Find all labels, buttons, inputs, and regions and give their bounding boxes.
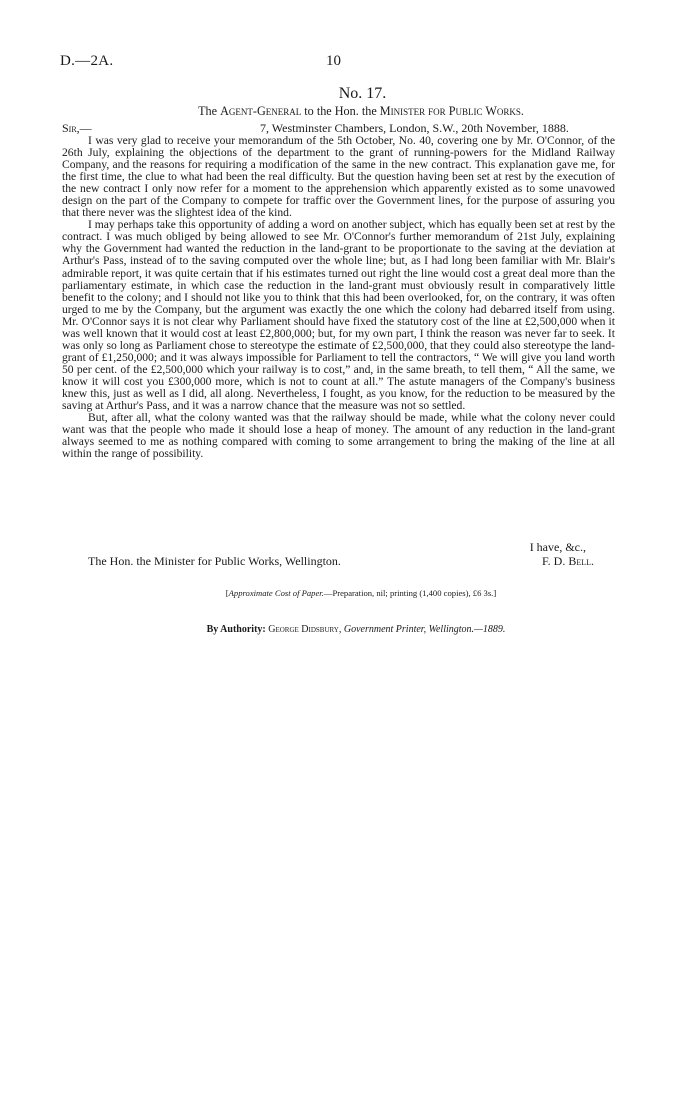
title-prefix: The [198,104,221,118]
paragraph: But, after all, what the colony wanted was that the railway should be made, while what the colony never could want was that the people who made it should lose a heap of money. The amount of any reduction in the land-grant always seemed to me as nothing compared with coming to some arrangement to bring the making of the line at all within the range of possibility. [62,411,615,461]
addressee: The Hon. the Minister for Public Works, Wellington. [88,554,341,568]
printer-rest: , Government Printer, Wellington.—1889. [338,624,506,635]
title-recipient: Minister for Public Works. [379,104,524,118]
letter-number: No. 17. [338,85,387,102]
signature: F. D. Bell. [541,554,594,568]
title-sender: Agent-General [220,104,302,118]
letter-body [62,135,615,460]
title-mid: to the Hon. the [301,104,380,118]
cost-detail: —Preparation, nil; printing (1,400 copies), £6 3s. [323,588,494,598]
printer-name: George Didsbury [268,624,339,635]
printer-authority [0,624,700,635]
salutation: Sir,— [62,121,92,135]
paragraph: I may perhaps take this opportunity of adding a word on another subject, which has equally been set at rest by the contract. I was much obliged by being allowed to see Mr. O'Connor's further memorandum of 21st July, explaining why the Government had wanted the reduction in the land-grant to be proportionate to the saving at the deviation at Arthur's Pass, instead of to the saving computed over the whole line; but, as I had long been familiar with Mr. Blair's admirable report, it was quite certain that if his estimates turned out right the line would cost a great deal more than the parliamentary estimate, in which case the reduction in the land-grant must obviously result in comparatively little benefit to the colony; and I should not like you to think that this had been overlooked, for, on the contrary, it was often urged to me by the Company, but the argument was exactly the one which the colony had debarred itself from using. Mr. O'Connor says it is not clear why Parliament should have fixed the statutory cost of the line at £2,500,000 when it was well known that it would cost at least £2,800,000; but, for my own part, I think the reason was never far to seek. It was only so long as Parliament chose to stereotype the estimate of £2,500,000, that they could also stereotype the land-grant of £1,250,000; and it was always impossible for Parliament to tell the contractors, “ We will give you land worth 50 per cent. of the £2,500,000 which your railway is to cost,” and, in the same breath, to tell them, “ All the same, we know it will cost you £300,000 more, which is not to count at all.” The astute managers of the Company's business knew this, just as well as I did, all along. Nevertheless, I fought, as you know, for the reduction to be measured by the saving at Arthur's Pass, and it was a narrow chance that the measure was not so settled. [62,218,615,413]
authority-label: By Authority: [206,624,266,635]
cost-label: Approximate Cost of Paper. [228,588,324,598]
paragraph: I was very glad to receive your memorandum of the 5th October, No. 40, covering one by Mr. O'Connor, of the 26th July, explaining the objections of the department to the grant of running-powers for the Midland Railway Company, and the reasons for requiring a modification of the same in the new contract. This explanation gave me, for the first time, the clue to what had been the real difficulty. But the question having been set at rest by the execution of the new contract I only now refer for a moment to the apprehension which apparently existed as to some unavowed design on the part of the Company to compete for traffic over the Government lines, for the purpose of assuring you that there never was the slightest idea of the kind. [62,134,615,220]
document-reference: D.—2A. [60,53,114,69]
cost-note: [Approximate Cost of Paper.—Preparation, nil; printing (1,400 copies), £6 3s.] [225,588,497,598]
sender-address: 7, Westminster Chambers, London, S.W., 20th November, 1888. [260,121,569,135]
closing-line: I have, &c., [529,540,586,554]
page-number: 10 [326,53,341,69]
letter-title [0,104,700,119]
